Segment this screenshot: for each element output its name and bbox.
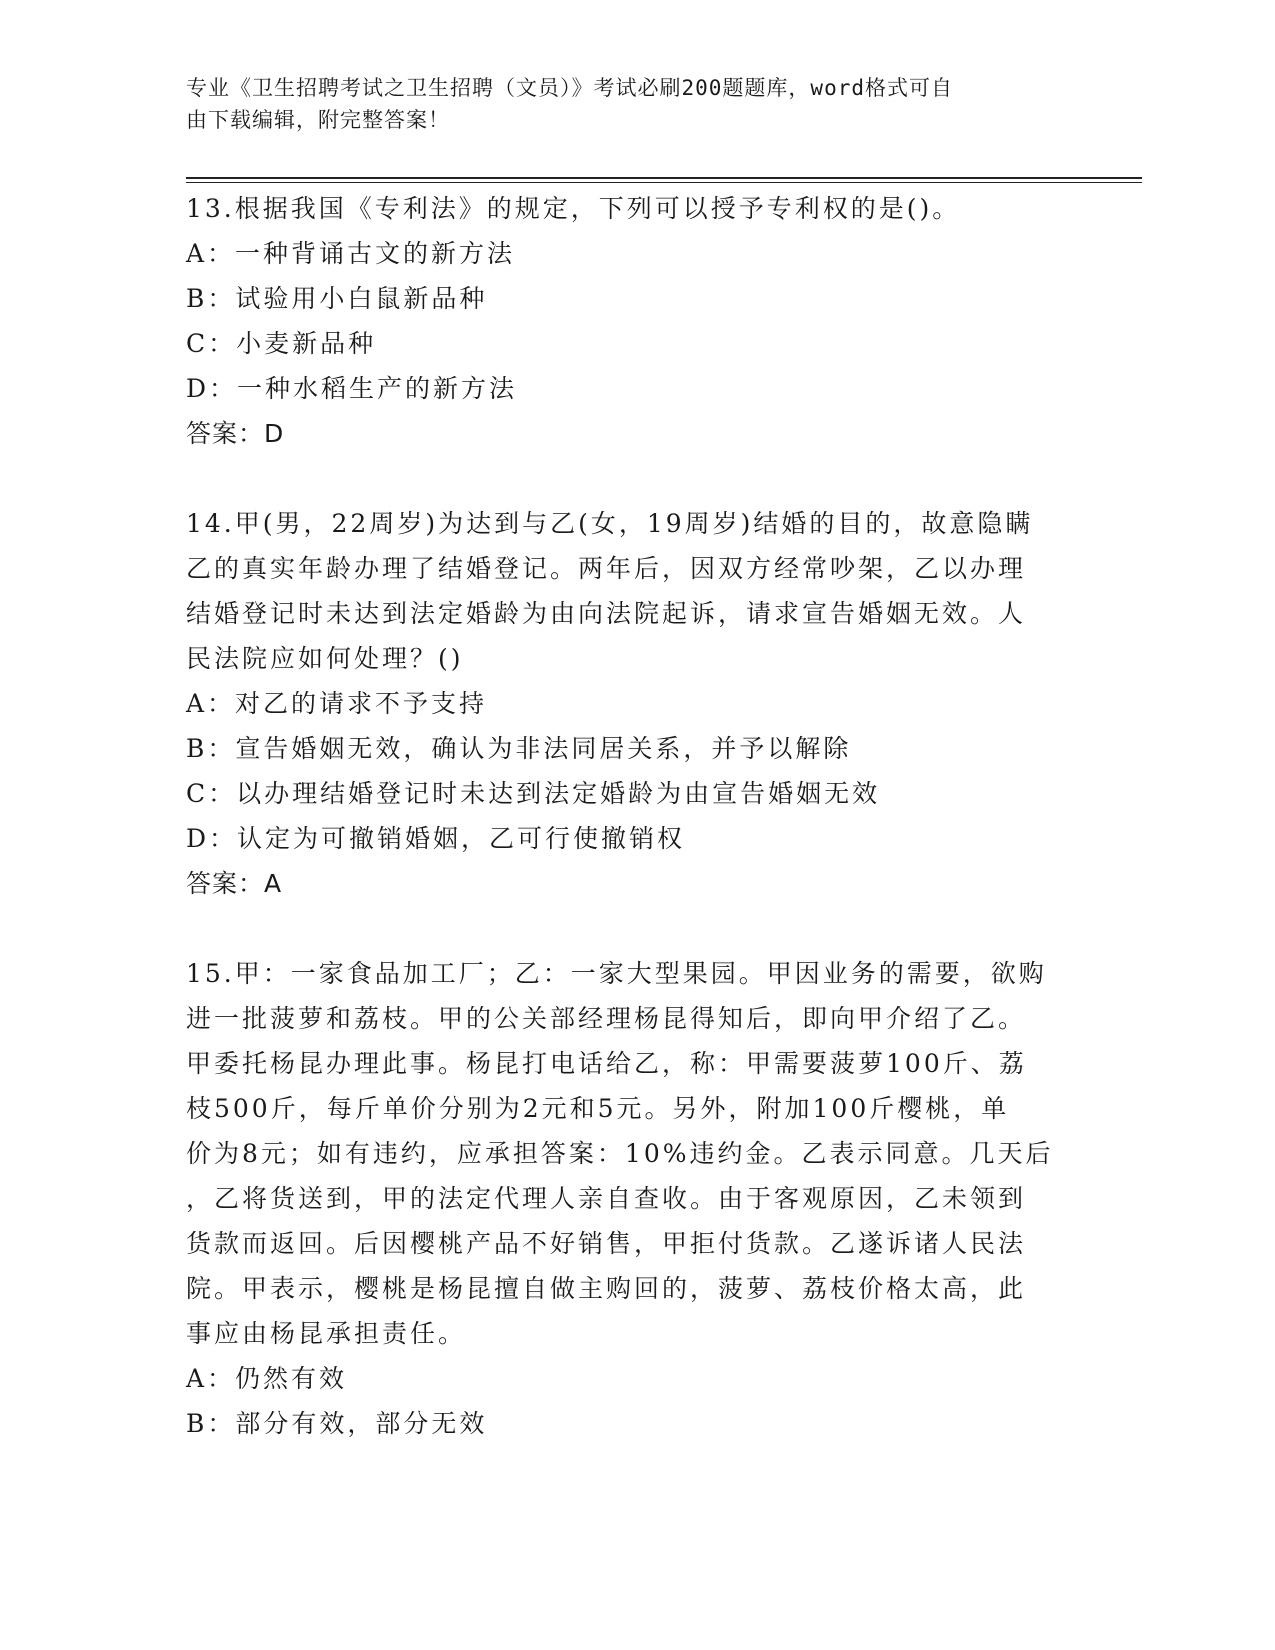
question-stem-line: 院。甲表示，樱桃是杨昆擅自做主购回的，菠萝、荔枝价格太高，此: [186, 1274, 1027, 1303]
option-a: A：仍然有效: [186, 1364, 348, 1393]
header-line-2: 由下载编辑，附完整答案！: [186, 108, 450, 132]
question-stem: 13.根据我国《专利法》的规定，下列可以授予专利权的是()。: [186, 194, 961, 223]
answer: 答案：D: [186, 419, 285, 448]
question-stem-line: 进一批菠萝和荔枝。甲的公关部经理杨昆得知后，即向甲介绍了乙。: [186, 1004, 1027, 1033]
spacer: [186, 456, 1086, 501]
option-b: B：宣告婚姻无效，确认为非法同居关系，并予以解除: [186, 734, 852, 763]
question-stem-line: 枝500斤，每斤单价分别为2元和5元。另外，附加100斤樱桃，单: [186, 1094, 1010, 1123]
header-line-1: 专业《卫生招聘考试之卫生招聘（文员）》考试必刷200题题库，word格式可自: [186, 76, 953, 100]
question-stem-line: ，乙将货送到，甲的法定代理人亲自查收。由于客观原因，乙未领到: [186, 1184, 1027, 1213]
question-list: [186, 186, 1086, 1446]
spacer: [186, 906, 1086, 951]
question-stem-line: 14.甲(男，22周岁)为达到与乙(女，19周岁)结婚的目的，故意隐瞒: [186, 509, 1034, 538]
option-a: A：一种背诵古文的新方法: [186, 239, 516, 268]
question-stem-line: 事应由杨昆承担责任。: [186, 1319, 467, 1348]
question-stem-line: 价为8元；如有违约，应承担答案：10%违约金。乙表示同意。几天后: [186, 1139, 1054, 1168]
question-stem-line: 15.甲：一家食品加工厂；乙：一家大型果园。甲因业务的需要，欲购: [186, 959, 1047, 988]
question-stem-line: 货款而返回。后因樱桃产品不好销售，甲拒付货款。乙遂诉诸人民法: [186, 1229, 1027, 1258]
question-stem-line: 民法院应如何处理？(): [186, 644, 464, 673]
answer: 答案：A: [186, 869, 283, 898]
option-b: B：部分有效，部分无效: [186, 1409, 488, 1438]
option-c: C：小麦新品种: [186, 329, 377, 358]
question-15: [186, 951, 1086, 1446]
question-stem-line: 结婚登记时未达到法定婚龄为由向法院起诉，请求宣告婚姻无效。人: [186, 599, 1027, 628]
option-a: A：对乙的请求不予支持: [186, 689, 488, 718]
header-divider: [186, 177, 1142, 183]
option-c: C：以办理结婚登记时未达到法定婚龄为由宣告婚姻无效: [186, 779, 881, 808]
option-d: D：认定为可撤销婚姻，乙可行使撤销权: [186, 824, 686, 853]
question-stem-line: 甲委托杨昆办理此事。杨昆打电话给乙，称：甲需要菠萝100斤、荔: [186, 1049, 1027, 1078]
question-stem-line: 乙的真实年龄办理了结婚登记。两年后，因双方经常吵架，乙以办理: [186, 554, 1027, 583]
option-d: D：一种水稻生产的新方法: [186, 374, 518, 403]
option-b: B：试验用小白鼠新品种: [186, 284, 488, 313]
question-13: [186, 186, 1086, 456]
question-14: [186, 501, 1086, 906]
document-header: [186, 72, 1066, 136]
